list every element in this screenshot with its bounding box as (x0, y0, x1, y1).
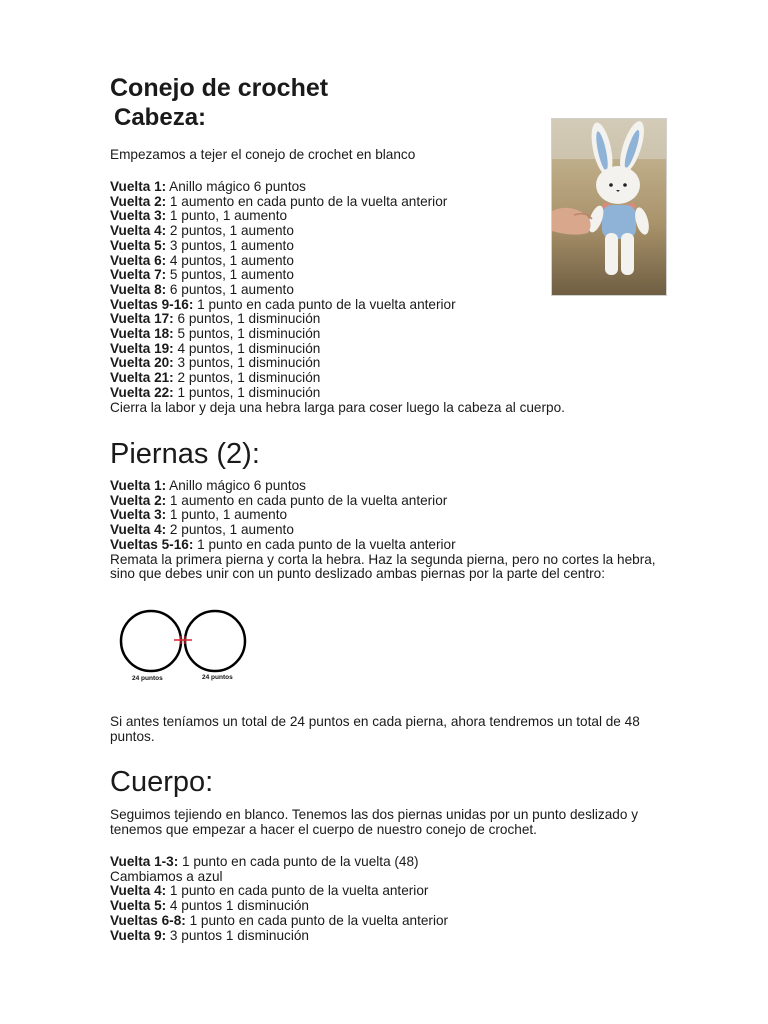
piernas-total-line: puntos. (110, 728, 155, 744)
pattern-row: Vuelta 5: 3 puntos, 1 aumento (110, 237, 294, 253)
pattern-row: Vuelta 8: 6 puntos, 1 aumento (110, 281, 294, 297)
cuerpo-intro (110, 808, 638, 837)
pattern-row: Vuelta 4: 2 puntos, 1 aumento (110, 223, 294, 239)
document-title: Conejo de crochet (110, 74, 329, 102)
right-leg-label: 24 puntos (202, 674, 233, 681)
pattern-row: Vuelta 21: 2 puntos, 1 disminución (110, 370, 321, 386)
cuerpo-intro-line: tenemos que empezar a hacer el cuerpo de nuestro conejo de crochet. (110, 821, 537, 837)
piernas-note: Remata la primera pierna y corta la hebra. Haz la segunda pierna, pero no cortes la hebra, (110, 551, 656, 567)
pattern-row: Vuelta 6: 4 puntos, 1 aumento (110, 252, 294, 268)
cabeza-intro: Empezamos a tejer el conejo de crochet en blanco (110, 147, 416, 162)
section-heading-cabeza: Cabeza: (114, 104, 207, 131)
piernas-pattern-list (110, 479, 656, 582)
pattern-row: Vuelta 7: 5 puntos, 1 aumento (110, 267, 294, 283)
section-heading-piernas: Piernas (2): (110, 438, 260, 470)
pattern-row: Vueltas 5-16: 1 punto en cada punto de la vuelta anterior (110, 536, 456, 552)
cabeza-closing: Cierra la labor y deja una hebra larga para coser luego la cabeza al cuerpo. (110, 399, 565, 415)
pattern-row: Vuelta 1-3: 1 punto en cada punto de la vuelta (48) (110, 854, 419, 869)
pattern-row: Vuelta 19: 4 puntos, 1 disminución (110, 340, 321, 356)
pattern-row: Vuelta 5: 4 puntos 1 disminución (110, 898, 309, 914)
left-leg-label: 24 puntos (132, 675, 163, 682)
legs-join-diagram (118, 605, 258, 690)
pattern-row: Vuelta 2: 1 aumento en cada punto de la vuelta anterior (110, 193, 448, 209)
pattern-row: Vuelta 4: 1 punto en cada punto de la vuelta anterior (110, 883, 429, 899)
pattern-row: Vuelta 18: 5 puntos, 1 disminución (110, 326, 321, 342)
pattern-row: Vuelta 2: 1 aumento en cada punto de la vuelta anterior (110, 492, 448, 508)
pattern-row: Vuelta 3: 1 punto, 1 aumento (110, 507, 288, 523)
bunny-photo (551, 118, 667, 296)
pattern-row: Vuelta 17: 6 puntos, 1 disminución (110, 311, 321, 327)
pattern-row: Vuelta 3: 1 punto, 1 aumento (110, 208, 288, 224)
section-heading-cuerpo: Cuerpo: (110, 766, 214, 798)
piernas-total (110, 715, 640, 744)
pattern-row: Vuelta 1: Anillo mágico 6 puntos (110, 179, 306, 194)
cabeza-pattern-list (110, 180, 565, 415)
left-leg-circle (121, 611, 181, 671)
cuerpo-intro-line: Seguimos tejiendo en blanco. Tenemos las dos piernas unidas por un punto deslizado y (110, 807, 638, 822)
pattern-row: Vuelta 4: 2 puntos, 1 aumento (110, 522, 294, 538)
pattern-row: Vuelta 20: 3 puntos, 1 disminución (110, 355, 321, 371)
pattern-row: Vuelta 1: Anillo mágico 6 puntos (110, 478, 306, 493)
piernas-total-line: Si antes teníamos un total de 24 puntos en cada pierna, ahora tendremos un total de 48 (110, 714, 640, 729)
pattern-row: Vueltas 6-8: 1 punto en cada punto de la vuelta anterior (110, 912, 449, 928)
pattern-row: Vuelta 22: 1 puntos, 1 disminución (110, 384, 321, 400)
color-change-note: Cambiamos a azul (110, 868, 223, 884)
piernas-note: sino que debes unir con un punto deslizado ambas piernas por la parte del centro: (110, 566, 605, 582)
pattern-row: Vuelta 9: 3 puntos 1 disminución (110, 927, 309, 943)
right-leg-circle (185, 611, 245, 671)
pattern-row: Vueltas 9-16: 1 punto en cada punto de la vuelta anterior (110, 296, 456, 312)
cuerpo-pattern-list (110, 855, 448, 943)
